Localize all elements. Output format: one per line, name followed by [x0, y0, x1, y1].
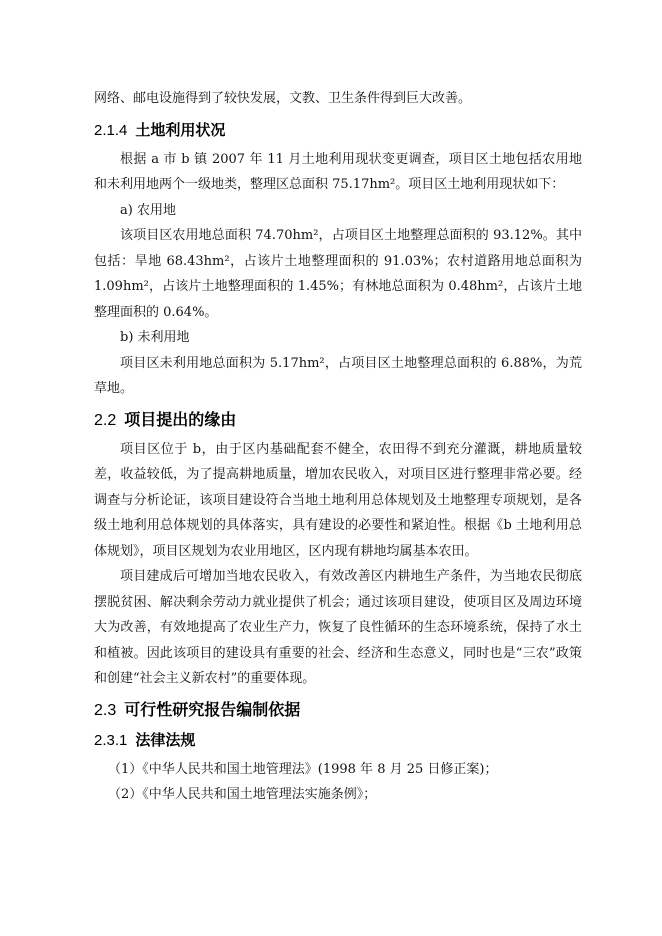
heading-text: 项目提出的缘由 [124, 409, 237, 429]
paragraph-continuation: 网络、邮电设施得到了较快发展，文教、卫生条件得到巨大改善。 [94, 91, 472, 106]
paragraph-project-benefit: 项目建成后可增加当地农民收入，有效改善区内耕地生产条件，为当地农民彻底摆脱贫困、解决剩余劳动力就业提供了机会；通过该项目建设，使项目区及周边环境大为改善，有效地提高了农业生产力，恢复了良性循环的生态环境系统，保持了水土和植被。因此该项目的建设具有重要的社会、经济和生态意义，同时也是“三农”政策和创建“社会主义新农村”的重要体现。 [94, 569, 582, 686]
paragraph-unused-land: 项目区未利用地总面积为 5.17hm²，占项目区土地整理总面积的 6.88%，为荒草地。 [94, 355, 582, 396]
heading-text: 土地利用状况 [135, 120, 226, 139]
heading-2-2 [94, 409, 582, 432]
heading-2-3-1 [94, 729, 582, 752]
heading-number: 2.3.1 [94, 731, 128, 749]
heading-text: 法律法规 [135, 730, 196, 749]
heading-2-3 [94, 699, 582, 722]
heading-number: 2.3 [94, 701, 117, 719]
heading-number: 2.2 [94, 411, 117, 429]
paragraph-land-survey: 根据 a 市 b 镇 2007 年 11 月土地利用现状变更调查，项目区土地包括农用地和未利用地两个一级地类，整理区总面积 75.17hm²。项目区土地利用现状如下： [94, 151, 582, 192]
reference-item-2: （2）《中华人民共和国土地管理法实施条例》； [108, 787, 377, 802]
list-item-farmland: a) 农用地 [120, 202, 176, 218]
document-body [94, 86, 582, 808]
reference-item-1: （1）《中华人民共和国土地管理法》(1998 年 8 月 25 日修正案)； [108, 761, 498, 777]
heading-text: 可行性研究报告编制依据 [124, 699, 301, 719]
list-item-unused-land: b) 未利用地 [120, 330, 190, 345]
paragraph-farmland: 该项目区农用地总面积 74.70hm²，占项目区土地整理总面积的 93.12%。其中包括：旱地 68.43hm²，占该片土地整理面积的 91.03%；农村道路用地总面积为 1.09hm²，占该片土地整理面积的 1.45%；有林地总面积为 0.48hm²，占该片土地整理面积的 0.64%。 [94, 228, 582, 320]
heading-2-1-4 [94, 119, 582, 142]
paragraph-project-reason: 项目区位于 b，由于区内基础配套不健全，农田得不到充分灌溉，耕地质量较差，收益较低，为了提高耕地质量，增加农民收入，对项目区进行整理非常必要。经调查与分析论证，该项目建设符合当地土地利用总体规划及土地整理专项规划，是各级土地利用总体规划的具体落实，具有建设的必要性和紧迫性。根据《b 土地利用总体规划》，项目区规划为农业用地区，区内现有耕地均属基本农田。 [94, 441, 582, 559]
heading-number: 2.1.4 [94, 121, 128, 139]
